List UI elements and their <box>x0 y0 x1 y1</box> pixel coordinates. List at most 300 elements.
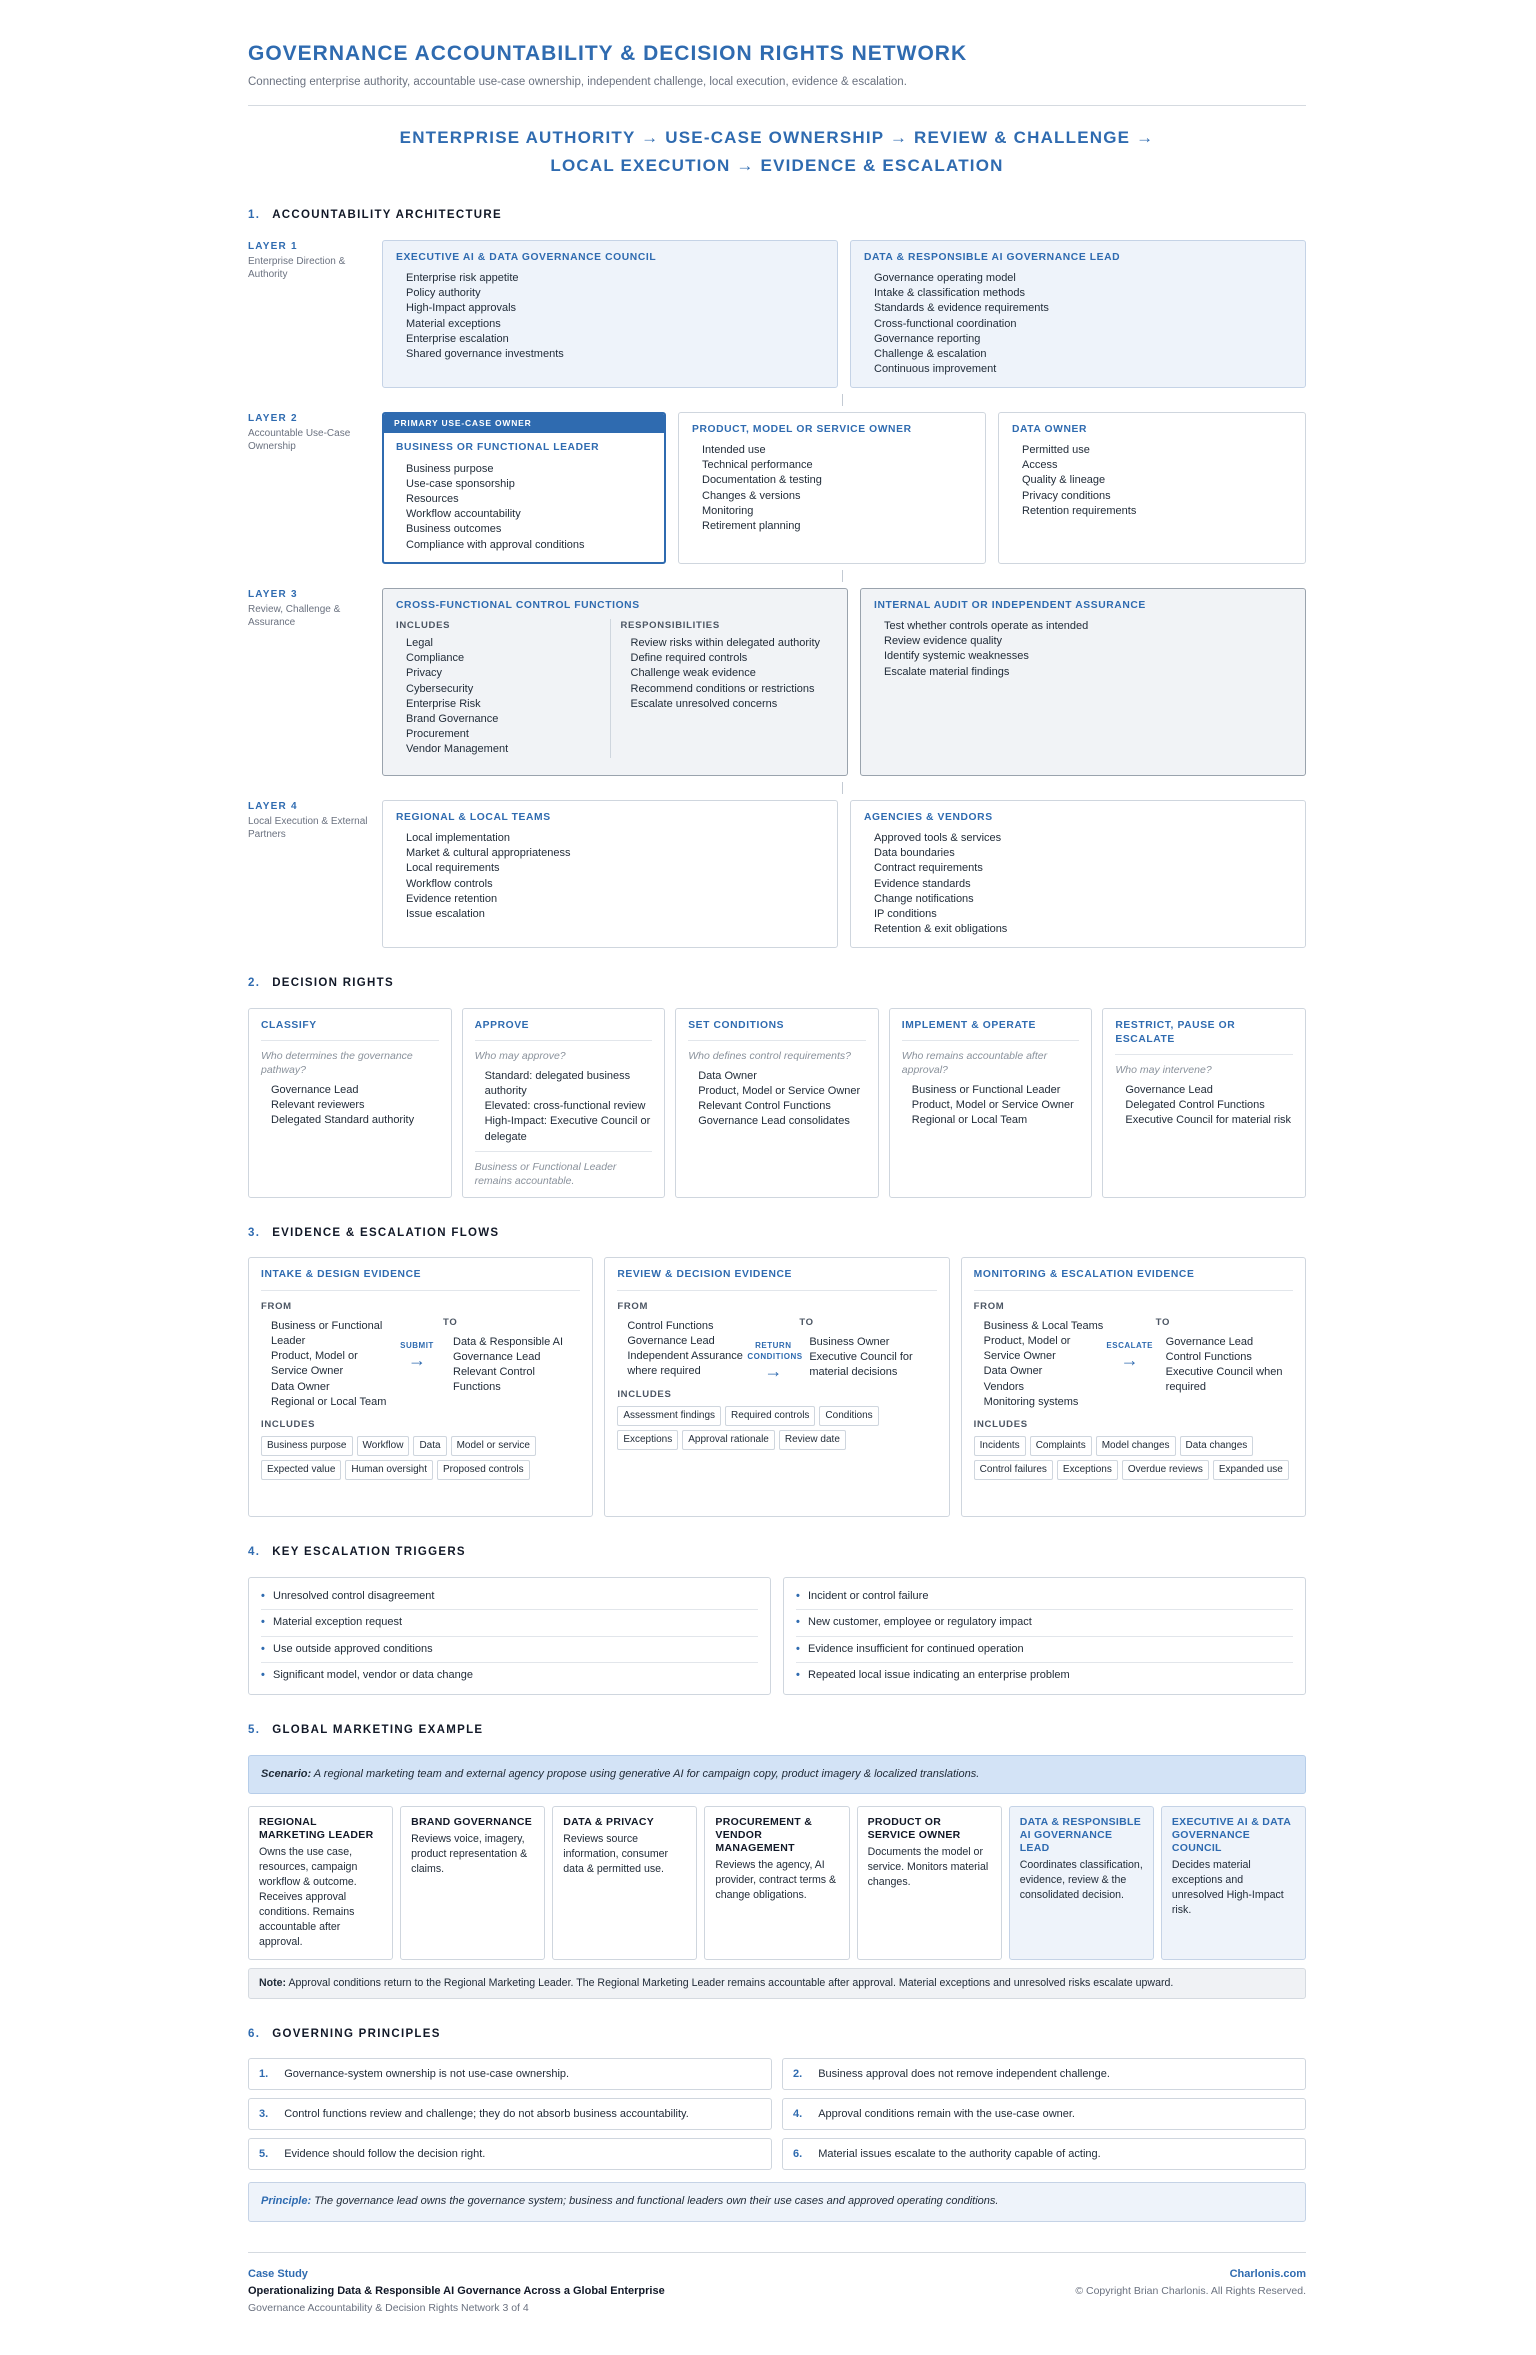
principle-item <box>782 2098 1306 2130</box>
from-column <box>261 1300 391 1410</box>
decision-right-card <box>1102 1008 1306 1198</box>
card-item-list <box>396 462 652 553</box>
principle-text: Evidence should follow the decision right. <box>284 2147 486 2160</box>
list-item: Compliance <box>406 652 465 665</box>
list-item: Governance reporting <box>874 332 981 345</box>
scenario-banner <box>248 1755 1306 1794</box>
list-item: Documentation & testing <box>702 474 822 487</box>
section-title: GOVERNING PRINCIPLES <box>272 2027 441 2040</box>
list-item: Review evidence quality <box>884 635 1003 648</box>
list-item: Governance Lead <box>1165 1335 1254 1348</box>
example-role-card <box>1009 1806 1154 1960</box>
card-item-list <box>864 831 1292 937</box>
trigger-item: • Incident or control failure <box>796 1584 1293 1610</box>
list-item: Intake & classification methods <box>874 287 1026 300</box>
evidence-tag: Required controls <box>725 1406 815 1426</box>
principle-text: The governance lead owns the governance system; business and functional leaders own their use cases and approved operating conditions. <box>314 2195 999 2208</box>
list-item: Product, Model or Service Owner <box>271 1350 358 1378</box>
list-item: Governance Lead <box>271 1083 359 1096</box>
arrow-right-icon: → <box>1120 1349 1139 1370</box>
evidence-tag: Workflow <box>357 1436 410 1456</box>
to-list <box>799 1335 936 1381</box>
from-list <box>974 1319 1104 1410</box>
role-title: REGIONAL MARKETING LEADER <box>259 1815 374 1841</box>
to-label: TO <box>799 1316 814 1328</box>
layer-3-label <box>248 588 382 776</box>
trigger-item: • Repeated local issue indicating an enterprise problem <box>796 1663 1293 1688</box>
decision-right-card <box>248 1008 452 1198</box>
evidence-tag: Approval rationale <box>682 1430 775 1450</box>
card-title: EXECUTIVE AI & DATA GOVERNANCE COUNCIL <box>396 251 657 263</box>
card-item-list <box>396 271 824 362</box>
agencies-vendors-card <box>850 800 1306 948</box>
card-title: DATA OWNER <box>1012 423 1088 435</box>
evidence-tag: Overdue reviews <box>1122 1460 1209 1480</box>
list-item: Cybersecurity <box>406 682 474 695</box>
list-item: Governance Lead <box>1125 1083 1213 1096</box>
section-number: 3. <box>248 1226 261 1239</box>
from-column <box>617 1300 747 1380</box>
evidence-tag: Proposed controls <box>437 1460 530 1480</box>
from-label: FROM <box>617 1300 649 1312</box>
evidence-tag: Assessment findings <box>617 1406 721 1426</box>
evidence-tags <box>974 1436 1293 1480</box>
card-title: MONITORING & ESCALATION EVIDENCE <box>974 1268 1293 1290</box>
list-item: Retention & exit obligations <box>874 923 1008 936</box>
triggers-right <box>783 1577 1306 1695</box>
principle-banner <box>248 2182 1306 2221</box>
card-title: AGENCIES & VENDORS <box>864 811 993 823</box>
list-item: Elevated: cross-functional review <box>484 1100 646 1113</box>
trigger-item: • Use outside approved conditions <box>261 1637 758 1663</box>
page <box>248 0 1306 2355</box>
list-item: Control Functions <box>627 1319 714 1332</box>
list-item: Product, Model or Service Owner <box>911 1098 1074 1111</box>
layer-connector <box>842 394 843 406</box>
includes-label: INCLUDES <box>973 1418 1028 1430</box>
list-item: Governance operating model <box>874 271 1016 284</box>
regional-teams-card <box>382 800 838 948</box>
principle-number: 5. <box>259 2147 269 2160</box>
list-item: Business Owner <box>809 1335 890 1348</box>
list-item: Cross-functional coordination <box>874 317 1017 330</box>
evidence-flow-card <box>961 1257 1306 1517</box>
evidence-tag: Incidents <box>974 1436 1026 1456</box>
to-column <box>443 1300 580 1396</box>
list-item: Evidence standards <box>874 877 971 890</box>
decision-right-card <box>462 1008 666 1198</box>
evidence-tag: Exceptions <box>617 1430 678 1450</box>
layer-connector <box>842 782 843 794</box>
hero-line-2: LOCAL EXECUTION → EVIDENCE & ESCALATION <box>550 155 1004 175</box>
trigger-item: • Significant model, vendor or data change <box>261 1663 758 1688</box>
from-to-block <box>974 1300 1293 1410</box>
to-column <box>1156 1300 1293 1396</box>
list-item: Data Owner <box>271 1380 330 1393</box>
from-list <box>261 1319 391 1410</box>
list-item: Define required controls <box>630 652 748 665</box>
role-title: EXECUTIVE AI & DATA GOVERNANCE COUNCIL <box>1171 1815 1291 1854</box>
decision-question: Who remains accountable after approval? <box>901 1049 1048 1076</box>
role-title: DATA & PRIVACY <box>563 1815 655 1828</box>
card-item-list <box>692 443 972 534</box>
from-to-block <box>261 1300 580 1410</box>
decision-question: Who may approve? <box>474 1049 566 1062</box>
layer-4-label <box>248 800 382 948</box>
arrow-label: RETURN CONDITIONS <box>747 1340 803 1361</box>
decision-question: Who defines control requirements? <box>688 1049 852 1062</box>
principle-number: 4. <box>793 2107 803 2120</box>
list-item: Retirement planning <box>702 519 801 532</box>
section-title: KEY ESCALATION TRIGGERS <box>272 1546 466 1559</box>
list-item: Market & cultural appropriateness <box>406 847 571 860</box>
layer-name: LAYER 4 <box>248 800 298 812</box>
example-roles-row <box>248 1806 1306 1960</box>
section-2-heading <box>248 976 1306 992</box>
product-owner-card <box>678 412 986 564</box>
decision-question: Who may intervene? <box>1115 1063 1212 1076</box>
from-column <box>974 1300 1104 1410</box>
list-item: High-Impact: Executive Council or delegate <box>484 1115 651 1143</box>
arrow-right-icon: → <box>408 1349 426 1370</box>
from-label: FROM <box>261 1300 292 1312</box>
list-item: Shared governance investments <box>406 347 564 360</box>
role-description: Reviews source information, consumer data & permitted use. <box>563 1832 669 1875</box>
role-description: Coordinates classification, evidence, review & the consolidated decision. <box>1019 1858 1143 1901</box>
layer-name: LAYER 3 <box>248 588 298 600</box>
decision-right-card <box>675 1008 879 1198</box>
list-item: Enterprise Risk <box>406 697 481 710</box>
principle-text: Governance-system ownership is not use-case ownership. <box>284 2067 570 2080</box>
card-item-list <box>1012 443 1292 519</box>
list-item: Change notifications <box>874 892 974 905</box>
evidence-tag: Business purpose <box>261 1436 353 1456</box>
trigger-item: • Evidence insufficient for continued operation <box>796 1637 1293 1663</box>
list-item: Approved tools & services <box>874 831 1002 844</box>
card-title: BUSINESS OR FUNCTIONAL LEADER <box>396 442 600 454</box>
responsibilities-column <box>610 619 835 758</box>
list-item: Escalate unresolved concerns <box>630 697 778 710</box>
decision-note: Business or Functional Leader remains accountable. <box>475 1151 653 1188</box>
list-item: Compliance with approval conditions <box>406 538 585 551</box>
principles-grid <box>248 2058 1306 2170</box>
role-title: PRODUCT OR SERVICE OWNER <box>867 1815 961 1841</box>
card-item-list <box>874 619 1292 680</box>
layer-2-label <box>248 412 382 564</box>
evidence-tags <box>261 1436 580 1480</box>
example-role-card <box>1161 1806 1306 1960</box>
layer-4 <box>248 800 1306 948</box>
layer-subtitle: Review, Challenge & Assurance <box>248 604 341 629</box>
example-role-card <box>400 1806 545 1960</box>
list-item: Changes & versions <box>702 489 801 502</box>
trigger-item: • Material exception request <box>261 1610 758 1636</box>
card-title: DATA & RESPONSIBLE AI GOVERNANCE LEAD <box>864 251 1121 263</box>
list-item: Challenge weak evidence <box>630 667 756 680</box>
from-list <box>617 1319 747 1380</box>
list-item: Identify systemic weaknesses <box>884 650 1029 663</box>
list-item: Brand Governance <box>406 713 499 726</box>
internal-audit-card <box>860 588 1306 776</box>
evidence-flow-card <box>248 1257 593 1517</box>
list-item: Technical performance <box>702 459 813 472</box>
list-item: Enterprise escalation <box>406 332 509 345</box>
list-item: Control Functions <box>1165 1350 1252 1363</box>
hero-line-1: ENTERPRISE AUTHORITY → USE-CASE OWNERSHIP → REVIEW & CHALLENGE → <box>399 127 1155 147</box>
list-item: Policy authority <box>406 287 481 300</box>
decision-right-card <box>889 1008 1093 1198</box>
to-column <box>799 1300 936 1381</box>
section-title: GLOBAL MARKETING EXAMPLE <box>272 1723 484 1736</box>
role-description: Decides material exceptions and unresolved High-Impact risk. <box>1171 1858 1284 1916</box>
section-number: 5. <box>248 1723 261 1736</box>
card-title: REGIONAL & LOCAL TEAMS <box>396 811 551 823</box>
principle-text: Control functions review and challenge; they do not absorb business accountability. <box>284 2107 689 2120</box>
note-label: Note: <box>259 1976 287 1989</box>
list-item: Intended use <box>702 443 766 456</box>
page-title: GOVERNANCE ACCOUNTABILITY & DECISION RIGHTS NETWORK <box>248 42 968 65</box>
includes-label: INCLUDES <box>261 1418 316 1430</box>
control-functions-card <box>382 588 848 776</box>
from-label: FROM <box>973 1300 1005 1312</box>
list-item: Business or Functional Leader <box>911 1083 1061 1096</box>
section-4-heading <box>248 1545 1306 1561</box>
evidence-tag: Data <box>413 1436 446 1456</box>
role-description: Owns the use case, resources, campaign workflow & outcome. Receives approval conditions. Remains accountable after approval. <box>259 1845 358 1948</box>
list-item: Permitted use <box>1022 443 1090 456</box>
list-item: Relevant Control Functions <box>453 1366 535 1394</box>
card-title: PRODUCT, MODEL OR SERVICE OWNER <box>692 423 912 435</box>
executive-council-card <box>382 240 838 388</box>
decision-rights-row <box>248 1008 1306 1198</box>
list-item: Data Owner <box>698 1069 757 1082</box>
card-title: REVIEW & DECISION EVIDENCE <box>617 1268 936 1290</box>
list-item: Governance Lead <box>627 1334 715 1347</box>
governance-lead-card <box>850 240 1306 388</box>
list-item: Access <box>1022 459 1058 472</box>
evidence-tag: Exceptions <box>1057 1460 1118 1480</box>
principle-text: Business approval does not remove independent challenge. <box>818 2067 1110 2080</box>
list-item: Continuous improvement <box>874 363 997 376</box>
flow-arrow <box>1104 1300 1156 1369</box>
layer-subtitle: Accountable Use-Case Ownership <box>248 428 351 453</box>
list-item: Standards & evidence requirements <box>874 302 1049 315</box>
header-divider <box>248 105 1306 106</box>
card-item-list <box>1115 1083 1293 1129</box>
section-number: 1. <box>248 208 261 221</box>
card-item-list <box>396 831 824 922</box>
section-6-heading <box>248 2027 1306 2043</box>
list-item: Escalate material findings <box>884 665 1010 678</box>
list-item: Contract requirements <box>874 862 983 875</box>
layer-2 <box>248 412 1306 564</box>
list-item: Legal <box>406 637 433 649</box>
section-5-heading <box>248 1723 1306 1739</box>
principle-text: Material issues escalate to the authority capable of acting. <box>818 2147 1101 2160</box>
example-role-card <box>704 1806 849 1960</box>
layer-connector <box>842 570 843 582</box>
page-subtitle: Connecting enterprise authority, accountable use-case ownership, independent challenge, local execution, evidence & escalation. <box>248 75 907 88</box>
footer-label: Case Study <box>248 2267 308 2280</box>
list-item: Business or Functional Leader <box>271 1319 383 1347</box>
list-item: Regional or Local Team <box>911 1114 1028 1127</box>
evidence-tag: Data changes <box>1180 1436 1254 1456</box>
section-number: 4. <box>248 1546 261 1559</box>
scenario-text: A regional marketing team and external agency propose using generative AI for campaign copy, product imagery & localized translations. <box>313 1767 980 1780</box>
arrow-label: SUBMIT <box>400 1340 434 1350</box>
role-title: DATA & RESPONSIBLE AI GOVERNANCE LEAD <box>1019 1815 1141 1854</box>
scenario-label: Scenario: <box>261 1767 312 1780</box>
from-to-block <box>617 1300 936 1381</box>
list-item: Use-case sponsorship <box>406 477 515 490</box>
includes-column <box>396 619 610 758</box>
data-owner-card <box>998 412 1306 564</box>
flow-arrow <box>391 1300 443 1369</box>
list-item: Data & Responsible AI Governance Lead <box>453 1335 564 1363</box>
responsibilities-label: RESPONSIBILITIES <box>620 619 720 631</box>
arrow-label: ESCALATE <box>1106 1340 1153 1350</box>
list-item: Privacy <box>406 667 443 680</box>
footer-subtitle: Governance Accountability & Decision Rights Network 3 of 4 <box>248 2301 529 2314</box>
principle-text: Approval conditions remain with the use-case owner. <box>818 2107 1075 2120</box>
list-item: Workflow controls <box>406 877 493 890</box>
section-title: DECISION RIGHTS <box>272 976 394 989</box>
list-item: Product, Model or Service Owner <box>983 1334 1071 1363</box>
list-item: Test whether controls operate as intended <box>884 619 1089 632</box>
example-role-card <box>248 1806 393 1960</box>
evidence-flows-row <box>248 1257 1306 1517</box>
list-item: Retention requirements <box>1022 504 1137 517</box>
evidence-tag: Human oversight <box>345 1460 433 1480</box>
evidence-tag: Model changes <box>1096 1436 1176 1456</box>
note-text: Approval conditions return to the Regional Marketing Leader. The Regional Marketing Leader remains accountable after approval. Material exceptions and unresolved risks escalate upward. <box>288 1976 1174 1989</box>
decision-question: Who determines the governance pathway? <box>261 1049 413 1076</box>
evidence-tag: Review date <box>779 1430 846 1450</box>
list-item: Review risks within delegated authority <box>630 637 821 649</box>
role-description: Documents the model or service. Monitors material changes. <box>867 1845 989 1888</box>
list-item: Data Owner <box>983 1365 1043 1378</box>
layer-1-label <box>248 240 382 388</box>
list-item: Procurement <box>406 728 469 741</box>
card-item-list <box>688 1069 866 1130</box>
section-3-heading <box>248 1226 1306 1242</box>
principle-number: 6. <box>793 2147 803 2160</box>
to-label: TO <box>1155 1316 1171 1328</box>
list-item: Product, Model or Service Owner <box>698 1084 861 1097</box>
section-number: 6. <box>248 2027 261 2040</box>
card-item-list <box>864 271 1292 377</box>
principle-item <box>248 2138 772 2170</box>
list-item: IP conditions <box>874 907 937 920</box>
card-title: APPROVE <box>475 1019 653 1041</box>
card-title: INTERNAL AUDIT OR INDEPENDENT ASSURANCE <box>874 599 1146 611</box>
includes-label: INCLUDES <box>617 1389 672 1401</box>
card-title: INTAKE & DESIGN EVIDENCE <box>261 1268 580 1290</box>
evidence-tag: Control failures <box>974 1460 1053 1480</box>
list-item: Independent Assurance where required <box>627 1350 743 1378</box>
principle-number: 3. <box>259 2107 269 2120</box>
primary-owner-card <box>382 412 666 564</box>
list-item: Workflow accountability <box>406 508 521 521</box>
trigger-item: • Unresolved control disagreement <box>261 1584 758 1610</box>
list-item: Resources <box>406 493 459 506</box>
evidence-tags <box>617 1406 936 1450</box>
principle-number: 1. <box>259 2067 269 2080</box>
list-item: Monitoring <box>702 504 754 517</box>
to-label: TO <box>443 1316 458 1328</box>
list-item: Quality & lineage <box>1022 474 1106 487</box>
layer-name: LAYER 2 <box>248 412 298 424</box>
example-role-card <box>857 1806 1002 1960</box>
card-item-list <box>475 1069 653 1145</box>
includes-list <box>396 636 610 758</box>
principle-label: Principle: <box>261 2195 312 2208</box>
list-item: Governance Lead consolidates <box>698 1115 850 1128</box>
list-item: Recommend conditions or restrictions <box>630 682 815 695</box>
evidence-tag: Conditions <box>819 1406 878 1426</box>
list-item: Executive Council for material risk <box>1125 1114 1292 1127</box>
example-role-card <box>552 1806 697 1960</box>
triggers-row <box>248 1577 1306 1695</box>
principle-item <box>248 2098 772 2130</box>
list-item: Regional or Local Team <box>271 1395 387 1408</box>
list-item: Business purpose <box>406 462 494 475</box>
footer-site-link[interactable]: Charlonis.com <box>1229 2267 1306 2280</box>
card-item-list <box>902 1083 1080 1129</box>
principle-item <box>782 2058 1306 2090</box>
evidence-tag: Model or service <box>451 1436 536 1456</box>
primary-owner-badge: PRIMARY USE-CASE OWNER <box>384 414 664 434</box>
list-item: Standard: delegated business authority <box>484 1069 631 1097</box>
flow-arrow <box>747 1300 803 1381</box>
list-item: Material exceptions <box>406 317 501 330</box>
layer-name: LAYER 1 <box>248 240 298 252</box>
role-title: PROCUREMENT & VENDOR MANAGEMENT <box>715 1815 813 1854</box>
layer-1 <box>248 240 1306 388</box>
role-title: BRAND GOVERNANCE <box>411 1815 533 1828</box>
layer-3 <box>248 588 1306 776</box>
principle-item <box>248 2058 772 2090</box>
evidence-tag: Expected value <box>261 1460 341 1480</box>
to-list <box>1156 1335 1293 1396</box>
list-item: Enterprise risk appetite <box>406 271 519 284</box>
footer-copyright: © Copyright Brian Charlonis. All Rights Reserved. <box>1075 2284 1306 2297</box>
example-note <box>248 1968 1306 1999</box>
principle-item <box>782 2138 1306 2170</box>
list-item: Executive Council when required <box>1165 1366 1283 1394</box>
card-title: CLASSIFY <box>261 1019 439 1041</box>
evidence-tag: Complaints <box>1030 1436 1092 1456</box>
section-title: EVIDENCE & ESCALATION FLOWS <box>272 1226 500 1239</box>
list-item: Business & Local Teams <box>983 1319 1104 1332</box>
card-title: CROSS-FUNCTIONAL CONTROL FUNCTIONS <box>396 599 640 611</box>
section-number: 2. <box>248 976 261 989</box>
triggers-left <box>248 1577 771 1695</box>
hero-flow <box>248 124 1306 180</box>
list-item: Delegated Control Functions <box>1125 1099 1265 1112</box>
section-title: ACCOUNTABILITY ARCHITECTURE <box>272 208 502 221</box>
section-1-heading <box>248 208 1306 224</box>
arrow-right-icon: → <box>764 1360 783 1381</box>
list-item: Data boundaries <box>874 847 955 860</box>
role-description: Reviews the agency, AI provider, contract terms & change obligations. <box>715 1858 837 1901</box>
to-list <box>443 1335 580 1396</box>
footer <box>248 2252 1306 2316</box>
card-item-list <box>261 1083 439 1129</box>
list-item: Local requirements <box>406 862 500 875</box>
list-item: Executive Council for material decisions <box>809 1350 913 1379</box>
list-item: High-Impact approvals <box>406 302 517 315</box>
